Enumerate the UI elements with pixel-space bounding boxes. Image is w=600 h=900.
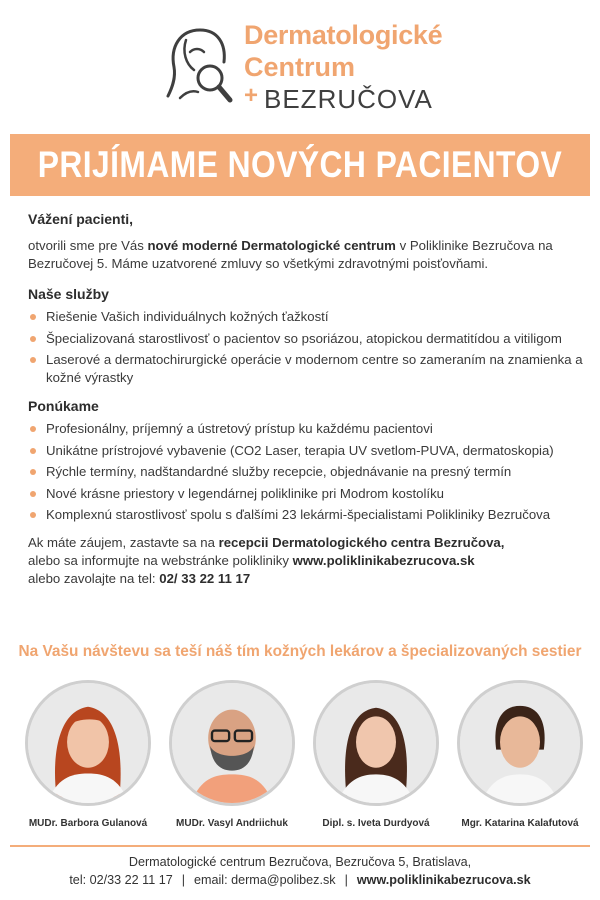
logo-text-line3: BEZRUČOVA xyxy=(264,84,433,114)
portrait-icon xyxy=(316,683,436,803)
footer-phone[interactable]: tel: 02/33 22 11 17 xyxy=(69,873,173,887)
doctor-card xyxy=(450,680,590,829)
contact-text: alebo zavolajte na tel: xyxy=(28,571,160,586)
portrait-icon xyxy=(28,683,148,803)
footer-email[interactable]: email: derma@polibez.sk xyxy=(194,873,336,887)
greeting: Vážení pacienti, xyxy=(28,211,134,227)
list-item: Laserové a dermatochirurgické operácie v modernom centre so zameraním na znamienka a kožné výrastky xyxy=(28,351,588,387)
team-photos xyxy=(18,680,590,840)
reception-text: recepcii Dermatologického centra Bezručova, xyxy=(218,535,505,550)
logo-text-line1: Dermatologické xyxy=(244,20,443,50)
headline-banner xyxy=(10,134,590,196)
doctor-name: Mgr. Katarina Kalafutová xyxy=(461,818,579,829)
team-heading: Na Vašu návštevu sa teší náš tím kožných lekárov a špecializovaných sestier xyxy=(18,643,582,660)
contact-paragraph xyxy=(28,534,588,588)
contact-text: Ak máte záujem, zastavte sa na xyxy=(28,535,219,550)
list-item: Komplexnú starostlivosť spolu s ďalšími 23 lekármi-špecialistami Polikliniky Bezručova xyxy=(28,506,588,524)
footer-divider xyxy=(10,845,590,847)
services-title: Naše služby xyxy=(28,286,109,302)
footer xyxy=(0,853,600,889)
doctor-name: MUDr. Vasyl Andriichuk xyxy=(176,818,288,829)
footer-website[interactable]: www.poliklinikabezrucova.sk xyxy=(356,873,531,887)
list-item: Nové krásne priestory v legendárnej poliklinike pri Modrom kostolíku xyxy=(28,485,588,503)
intro-text-end: v Poliklinike Bezručova na Bezručovej 5. Máme uzatvorené zmluvy so všetkými zdravotnými poisťovňami. xyxy=(28,238,553,271)
doctor-card xyxy=(162,680,302,829)
contact-line-2 xyxy=(28,552,588,570)
contact-text: alebo sa informujte na webstránke polikliniky xyxy=(28,553,293,568)
separator: | xyxy=(181,873,185,887)
separator: | xyxy=(344,873,348,887)
website-link[interactable]: www.poliklinikabezrucova.sk xyxy=(292,553,475,568)
contact-line-3 xyxy=(28,570,588,588)
phone-link[interactable]: 02/ 33 22 11 17 xyxy=(159,571,251,586)
woman-magnifier-icon xyxy=(160,22,240,112)
list-item: Profesionálny, príjemný a ústretový prístup ku každému pacientovi xyxy=(28,420,588,438)
list-item: Unikátne prístrojové vybavenie (CO2 Laser, terapia UV svetlom-PUVA, dermatoskopia) xyxy=(28,442,588,460)
list-item: Riešenie Vašich individuálnych kožných ťažkostí xyxy=(28,308,588,326)
portrait-icon xyxy=(172,683,292,803)
footer-contacts xyxy=(0,871,600,889)
doctor-name: Dipl. s. Iveta Durdyová xyxy=(322,818,430,829)
doctor-photo xyxy=(25,680,151,806)
doctor-name: MUDr. Barbora Gulanová xyxy=(28,818,148,829)
contact-line-1 xyxy=(28,534,588,552)
offer-title: Ponúkame xyxy=(28,398,99,414)
offer-list xyxy=(28,420,588,524)
doctor-photo xyxy=(169,680,295,806)
intro-paragraph xyxy=(28,237,588,273)
doctor-photo xyxy=(457,680,583,806)
doctor-photo xyxy=(313,680,439,806)
list-item: Špecializovaná starostlivosť o pacientov so psoriázou, atopickou dermatitídou a vitiligom xyxy=(28,330,588,348)
portrait-icon xyxy=(460,683,580,803)
footer-address: Dermatologické centrum Bezručova, Bezručova 5, Bratislava, xyxy=(128,855,472,869)
logo xyxy=(160,14,450,114)
intro-text-bold: nové moderné Dermatologické centrum xyxy=(147,238,396,253)
services-list xyxy=(28,308,588,387)
plus-icon: + xyxy=(244,82,259,109)
doctor-card xyxy=(306,680,446,829)
logo-text-line2: Centrum xyxy=(244,52,356,82)
list-item: Rýchle termíny, nadštandardné služby recepcie, objednávanie na presný termín xyxy=(28,463,588,481)
main-content xyxy=(28,210,588,588)
intro-text-start: otvorili sme pre Vás xyxy=(28,238,148,253)
doctor-card xyxy=(18,680,158,829)
headline-title: PRIJÍMAME NOVÝCH PACIENTOV xyxy=(37,144,563,185)
